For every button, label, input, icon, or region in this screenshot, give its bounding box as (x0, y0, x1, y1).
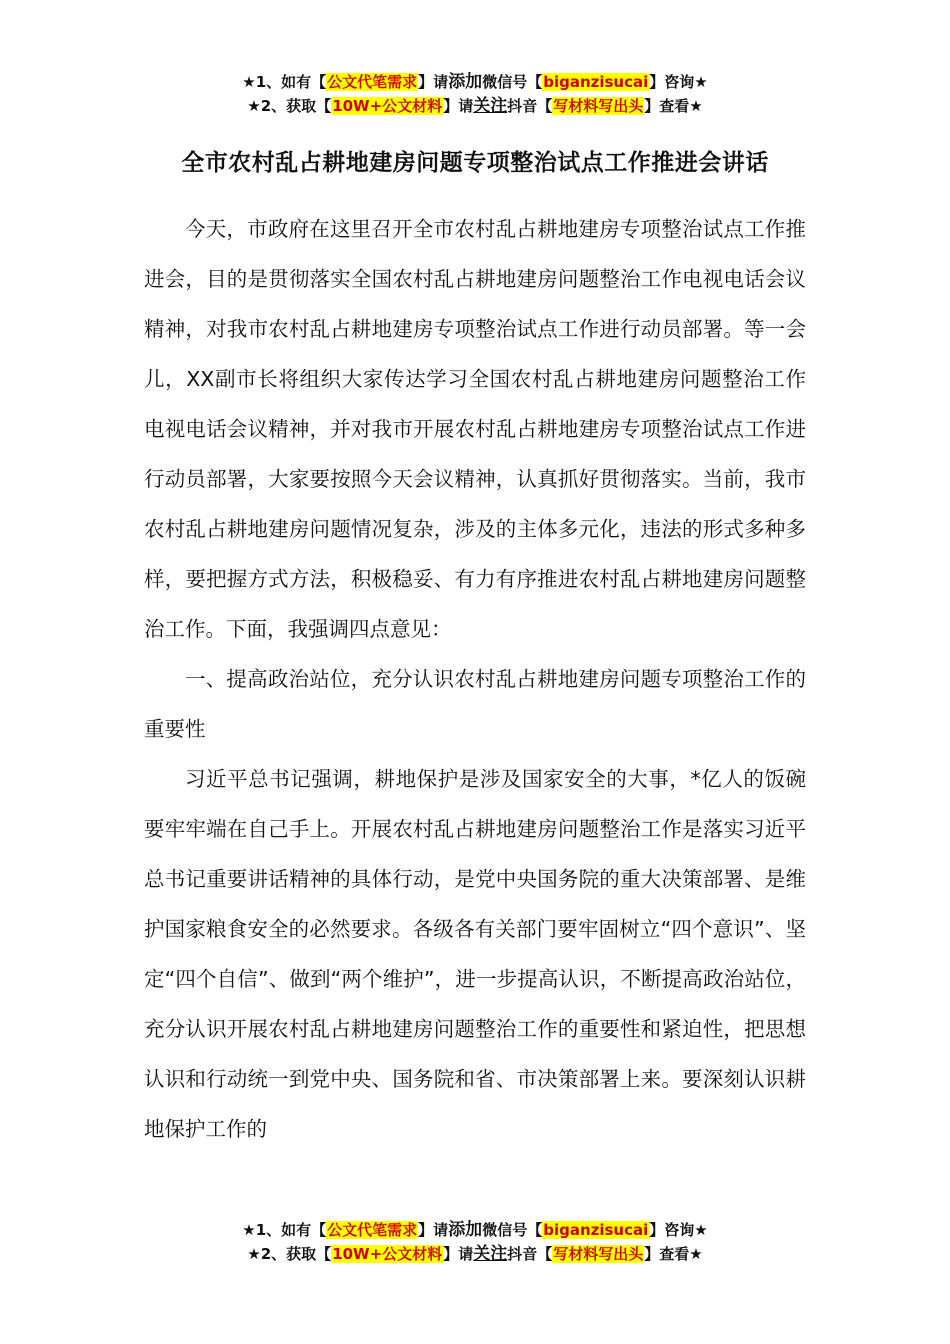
document-title: 全市农村乱占耕地建房问题专项整治试点工作推进会讲话 (181, 150, 769, 176)
paragraph: 习近平总书记强调，耕地保护是涉及国家安全的大事，*亿人的饭碗要牢牢端在自己手上。开展农村乱占耕地建房问题整治工作是落实习近平总书记重要讲话精神的具体行动，是党中央国务院的重大决策部署、是维护国家粮食安全的必然要求。各级各有关部门要牢固树立“四个意识”、坚定“四个自信”、做到“两个维护”，进一步提高认识，不断提高政治站位，充分认识开展农村乱占耕地建房问题整治工作的重要性和紧迫性，把思想认识和行动统一到党中央、国务院和省、市决策部署上来。要深刻认识耕地保护工作的 (144, 767, 806, 1141)
banner-emphasis: 添加 (448, 72, 483, 92)
banner-highlight: 公文代笔需求 (327, 73, 418, 91)
banner-text: 】咨询★ (649, 1221, 708, 1239)
banner-line-2 (0, 1242, 950, 1266)
banner-emphasis: 关注 (473, 1244, 508, 1264)
banner-text: 微信号【 (482, 1221, 543, 1239)
banner-text: 抖音【 (507, 1245, 553, 1263)
banner-line-2 (0, 94, 950, 118)
banner-text: 】查看★ (644, 1245, 703, 1263)
footer-banner (0, 1218, 950, 1266)
banner-line-1 (0, 70, 950, 94)
banner-text: ★2、获取【 (247, 97, 332, 115)
banner-text: ★2、获取【 (247, 1245, 332, 1263)
banner-highlight: 写材料写出头 (553, 1245, 644, 1263)
banner-text: ★1、如有【 (242, 73, 327, 91)
banner-text: 】请 (418, 1221, 449, 1239)
banner-emphasis: 添加 (448, 1220, 483, 1240)
banner-text: 】咨询★ (649, 73, 708, 91)
banner-line-1 (0, 1218, 950, 1242)
section-heading: 一、提高政治站位，充分认识农村乱占耕地建房问题专项整治工作的重要性 (144, 667, 806, 741)
banner-text: ★1、如有【 (242, 1221, 327, 1239)
banner-highlight: biganzisucai (543, 1221, 649, 1239)
banner-highlight: 公文代笔需求 (327, 1221, 418, 1239)
banner-highlight: 写材料写出头 (553, 97, 644, 115)
banner-text: 微信号【 (482, 73, 543, 91)
banner-highlight: 10W+公文材料 (332, 1245, 443, 1263)
banner-text: 】请 (418, 73, 449, 91)
banner-text: 】查看★ (644, 97, 703, 115)
banner-highlight: 10W+公文材料 (332, 97, 443, 115)
banner-highlight: biganzisucai (543, 73, 649, 91)
header-banner (0, 70, 950, 118)
banner-text: 】请 (443, 1245, 474, 1263)
banner-text: 】请 (443, 97, 474, 115)
banner-text: 抖音【 (507, 97, 553, 115)
paragraph-intro: 今天，市政府在这里召开全市农村乱占耕地建房专项整治试点工作推进会，目的是贯彻落实全国农村乱占耕地建房问题整治工作电视电话会议精神，对我市农村乱占耕地建房专项整治试点工作进行动员部署。等一会儿，XX副市长将组织大家传达学习全国农村乱占耕地建房问题整治工作电视电话会议精神，并对我市开展农村乱占耕地建房专项整治试点工作进行动员部署，大家要按照今天会议精神，认真抓好贯彻落实。当前，我市农村乱占耕地建房问题情况复杂，涉及的主体多元化，违法的形式多种多样，要把握方式方法，积极稳妥、有力有序推进农村乱占耕地建房问题整治工作。下面，我强调四点意见： (144, 217, 806, 641)
document-body (144, 204, 806, 1154)
banner-emphasis: 关注 (473, 96, 508, 116)
